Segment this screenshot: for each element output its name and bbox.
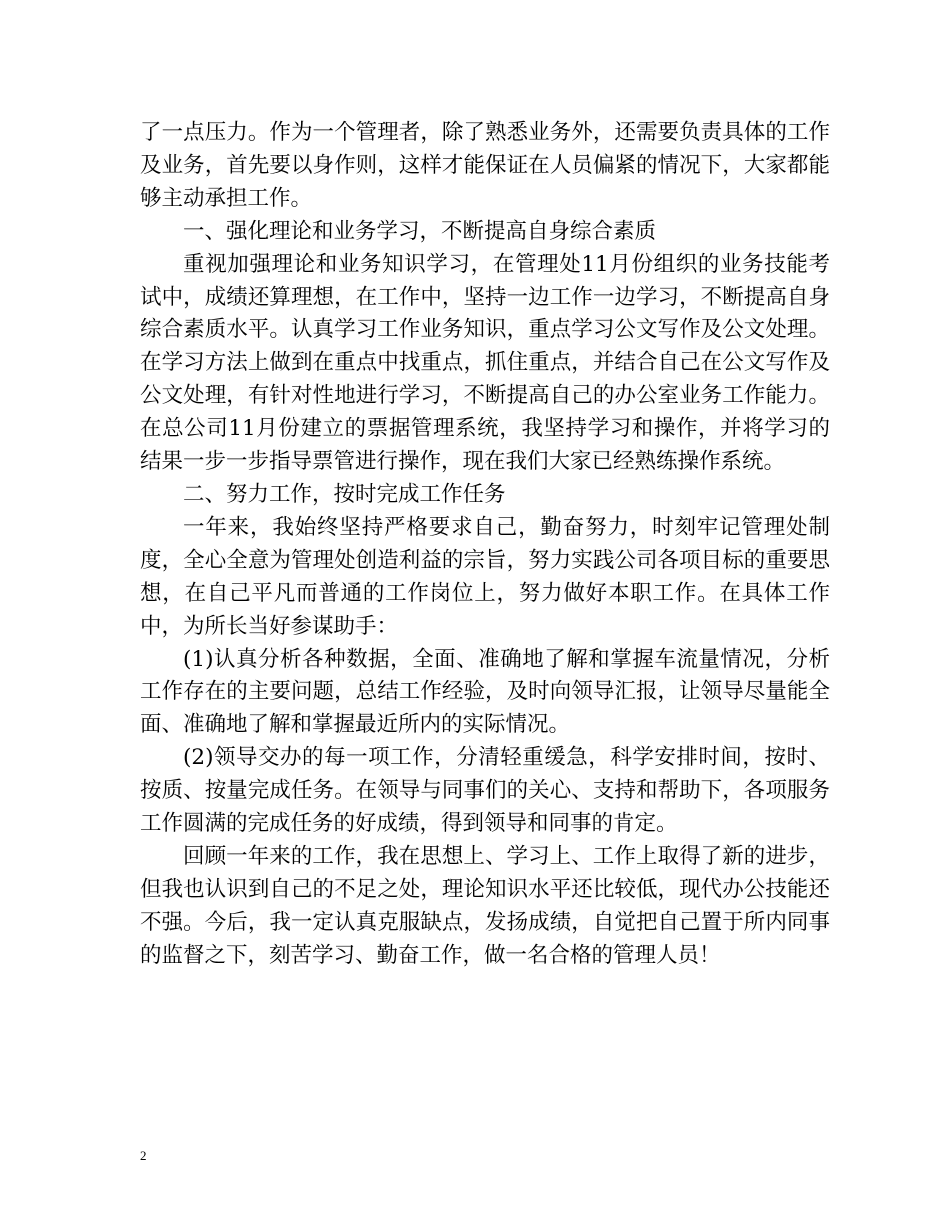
paragraph: 了一点压力。作为一个管理者，除了熟悉业务外，还需要负责具体的工作及业务，首先要以身作则，这样才能保证在人员偏紧的情况下，大家都能够主动承担工作。 — [140, 120, 830, 211]
paragraph: 重视加强理论和业务知识学习，在管理处11月份组织的业务技能考试中，成绩还算理想，在工作中，坚持一边工作一边学习，不断提高自身综合素质水平。认真学习工作业务知识，重点学习公文写作及公文处理。在学习方法上做到在重点中找重点，抓住重点，并结合自己在公文写作及公文处理，有针对性地进行学习，不断提高自己的办公室业务工作能力。在总公司11月份建立的票据管理系统，我坚持学习和操作，并将学习的结果一步一步指导票管进行操作，现在我们大家已经熟练操作系统。 — [140, 251, 830, 475]
paragraph: 一年来，我始终坚持严格要求自己，勤奋努力，时刻牢记管理处制度，全心全意为管理处创造利益的宗旨，努力实践公司各项目标的重要思想，在自己平凡而普通的工作岗位上，努力做好本职工作。在具体工作中，为所长当好参谋助手： — [140, 514, 830, 639]
list-item: (2)领导交办的每一项工作，分清轻重缓急，科学安排时间，按时、按质、按量完成任务。在领导与同事们的关心、支持和帮助下，各项服务工作圆满的完成任务的好成绩，得到领导和同事的肯定。 — [140, 745, 830, 837]
section-heading: 二、努力工作，按时完成工作任务 — [183, 481, 506, 507]
paragraph: 回顾一年来的工作，我在思想上、学习上、工作上取得了新的进步，但我也认识到自己的不足之处，理论知识水平还比较低，现代办公技能还不强。今后，我一定认真克服缺点，发扬成绩，自觉把自己置于所内同事的监督之下，刻苦学习、勤奋工作，做一名合格的管理人员！ — [140, 843, 830, 968]
page-number: 2 — [140, 1148, 147, 1163]
section-heading: 一、强化理论和业务学习，不断提高自身综合素质 — [183, 218, 657, 244]
list-item: (1)认真分析各种数据，全面、准确地了解和掌握车流量情况，分析工作存在的主要问题，总结工作经验，及时向领导汇报，让领导尽量能全面、准确地了解和掌握最近所内的实际情况。 — [140, 646, 830, 738]
body-text — [140, 117, 830, 973]
